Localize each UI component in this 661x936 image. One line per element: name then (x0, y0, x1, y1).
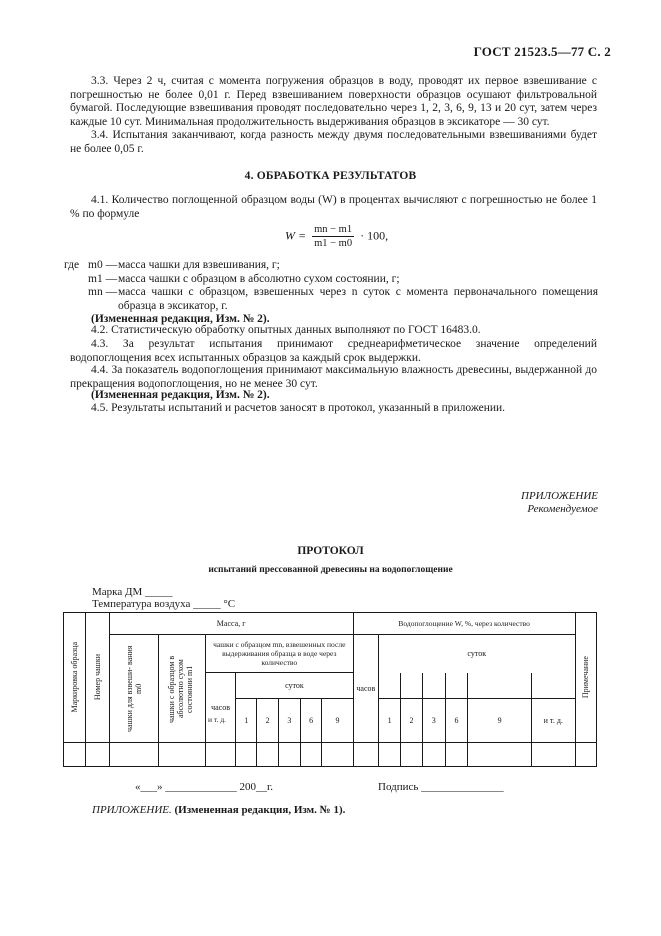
paragraph-3-3: 3.3. Через 2 ч, считая с момента погружения образцов в воду, проводят их первое взвешивание с погрешностью не более 0,01 г. Перед взвешиванием поверхности образцов осушают фильтровальной бумагой. Последующие взвешивания проводят последовательно через 1, 2, 3, 6, 9, 13 и 20 сут, затем через каждые 10 сут. Минимальная продолжительность выдерживания образцов в эксикаторе — 30 сут. (70, 75, 597, 128)
appendix-edit-text: (Измененная редакция, Изм. № 1). (174, 804, 346, 816)
formula (285, 224, 388, 249)
protocol-title: ПРОТОКОЛ (297, 545, 364, 557)
formula-denominator: m1 − m0 (314, 238, 353, 249)
formula-rhs: · 100, (360, 228, 389, 243)
definition-text: масса чашки с образцом в абсолютно сухом состоянии, г; (118, 272, 400, 285)
definition-lead (64, 273, 88, 287)
paragraph-4-5: 4.5. Результаты испытаний и расчетов заносят в протокол, указанный в приложении. (91, 402, 506, 414)
abs-day-etc: и т. д. (531, 699, 575, 743)
mass-hours: часов (205, 673, 235, 743)
paragraph-4-3: 4.3. За результат испытания принимают среднеарифметическое значение определений водопоглощения всех испытанных образцов за каждый срок выдержки. (70, 338, 597, 364)
date-field: «___» _____________ 200__г. (135, 781, 274, 793)
abs-days-header: суток (379, 635, 576, 673)
definition-symbol: m1 — (88, 272, 118, 285)
col-cup-no (86, 613, 109, 743)
col-cup-after-label: чашки с образцом mn, взвешенных после выдерживания образца в воде через количество (213, 640, 346, 667)
col-cup-dry (159, 635, 206, 743)
col-note-label: Примечание (581, 656, 591, 699)
definitions-list (64, 259, 598, 313)
definition-lead: где (64, 259, 80, 271)
appendix-edit-note (92, 804, 345, 816)
mass-day-etc: и т. д. (207, 715, 227, 724)
col-cup-no-label: Номер чашки (92, 654, 102, 701)
col-cup-dry-label: чашки с образцом в абсолютно сухом состоянии m1 (167, 654, 195, 723)
definition-mn (64, 286, 598, 313)
col-note (575, 613, 596, 743)
signature-field: Подпись _______________ (378, 781, 504, 793)
paragraph-4-1: 4.1. Количество поглощенной образцом воды (W) в процентах вычисляют с погрешностью не более 1 % по формуле (70, 194, 597, 220)
mass-group-header: Масса, г (109, 613, 353, 635)
definition-text: масса чашки с образцом, взвешенных через n суток с момента первоначального помещения образца в эксикатор, г. (118, 286, 598, 312)
appendix-label (521, 490, 598, 516)
edit-note-2: (Измененная редакция, Изм. № 2). (91, 389, 270, 401)
paragraph-3-4: 3.4. Испытания заканчивают, когда разность между двумя последовательными взвешиваниями будет не более 0,05 г. (70, 129, 597, 155)
mass-day-1: 1 (236, 699, 257, 743)
section-title-4: 4. ОБРАБОТКА РЕЗУЛЬТАТОВ (244, 170, 417, 182)
definition-symbol: m0 — (88, 259, 118, 271)
protocol-subtitle: испытаний прессованной древесины на водопоглощение (208, 565, 453, 575)
appendix-title: ПРИЛОЖЕНИЕ (521, 490, 598, 502)
mass-day-3: 3 (278, 699, 300, 743)
mass-day-6: 6 (301, 699, 322, 743)
absorb-group-header (353, 613, 575, 635)
mass-day-2: 2 (257, 699, 278, 743)
appendix-edit-label: ПРИЛОЖЕНИЕ. (92, 804, 172, 816)
mass-day-9: 9 (322, 699, 353, 743)
formula-lhs: W = (285, 228, 307, 243)
page-header: ГОСТ 21523.5—77 С. 2 (473, 44, 611, 59)
col-cup-weigh (109, 635, 159, 743)
paragraph-4-2: 4.2. Статистическую обработку опытных данных выполняют по ГОСТ 16483.0. (91, 324, 481, 336)
col-marking (64, 613, 86, 743)
definition-text: масса чашки для взвешивания, г; (118, 259, 280, 271)
col-cup-weigh-label: чашки для взвеши- вания m0 (124, 645, 143, 732)
abs-day-1: 1 (379, 699, 401, 743)
abs-hours: часов (353, 635, 378, 743)
mass-days-header: суток (236, 673, 353, 699)
col-marking-label: Маркировка образца (70, 642, 80, 713)
paragraph-4-4: 4.4. За показатель водопоглощения принимают максимальную влажность древесины, выдержанной до прекращения водопоглощения, но не менее 30 сут. (70, 364, 597, 390)
definition-m1 (64, 273, 598, 287)
formula-fraction (312, 224, 354, 249)
brand-field: Марка ДМ _____ (92, 586, 173, 598)
definition-symbol: mn — (88, 286, 118, 299)
abs-day-3: 3 (422, 699, 445, 743)
abs-day-6: 6 (445, 699, 467, 743)
temperature-field: Температура воздуха _____ °С (92, 598, 236, 610)
definition-lead (64, 286, 88, 313)
protocol-table (63, 612, 597, 767)
absorb-group-label: Водопоглощение W, %, через количество (398, 619, 530, 628)
abs-day-2: 2 (401, 699, 422, 743)
appendix-note: Рекомендуемое (527, 503, 598, 515)
definition-m0 (64, 259, 598, 273)
abs-day-9: 9 (468, 699, 532, 743)
formula-numerator: mn − m1 (314, 224, 353, 235)
edit-note-1: (Измененная редакция, Изм. № 2). (91, 313, 270, 325)
col-cup-after (205, 635, 353, 673)
